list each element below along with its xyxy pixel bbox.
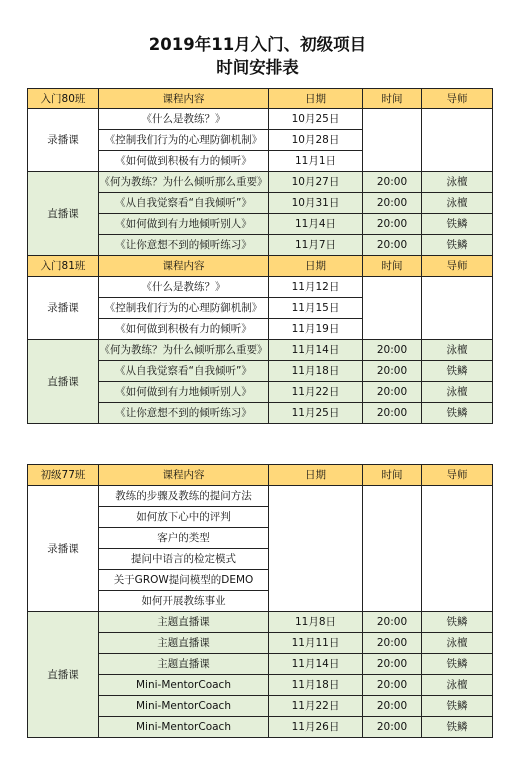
- course-time: 20:00: [363, 696, 422, 717]
- course-content: 如何放下心中的评判: [99, 507, 269, 528]
- header-mentor: 导师: [422, 465, 493, 486]
- course-content: 《从自我觉察看“自我倾听”》: [99, 193, 269, 214]
- group-label-recorded: 录播课: [28, 109, 99, 172]
- course-content: Mini-MentorCoach: [99, 717, 269, 738]
- table-header-row: [28, 89, 493, 109]
- course-time: 20:00: [363, 214, 422, 235]
- course-mentor: 铁鳞: [422, 717, 493, 738]
- course-mentor: 泳檀: [422, 382, 493, 403]
- course-date: 10月25日: [269, 109, 363, 130]
- group-label-recorded: 录播课: [28, 486, 99, 612]
- course-time: 20:00: [363, 612, 422, 633]
- course-date: 11月19日: [269, 319, 363, 340]
- course-mentor: 泳檀: [422, 172, 493, 193]
- course-mentor: 铁鳞: [422, 403, 493, 424]
- page-subtitle: 时间安排表: [216, 58, 299, 77]
- course-time: 20:00: [363, 340, 422, 361]
- header-content: 课程内容: [99, 89, 269, 109]
- header-mentor: 导师: [422, 89, 493, 109]
- course-content: 《何为教练？为什么倾听那么重要》: [99, 340, 269, 361]
- course-content: 教练的步骤及教练的提问方法: [99, 486, 269, 507]
- course-date: 11月1日: [269, 151, 363, 172]
- schedule-table-intro: [27, 88, 493, 424]
- course-mentor: [422, 109, 493, 172]
- course-content: 关于GROW提问模型的DEMO: [99, 570, 269, 591]
- course-date: 11月14日: [269, 340, 363, 361]
- section-label-80: 入门80班: [28, 89, 99, 109]
- course-time: [363, 130, 422, 172]
- course-content: 《如何做到有力地倾听别人》: [99, 382, 269, 403]
- table-row: [28, 612, 493, 633]
- table-row: [28, 486, 493, 507]
- header-date: 日期: [269, 256, 363, 277]
- course-mentor: 泳檀: [422, 193, 493, 214]
- course-mentor: 泳檀: [422, 633, 493, 654]
- course-content: 《让你意想不到的倾听练习》: [99, 403, 269, 424]
- course-time: 20:00: [363, 633, 422, 654]
- course-date: 11月4日: [269, 214, 363, 235]
- course-content: 《从自我觉察看“自我倾听”》: [99, 361, 269, 382]
- course-date: 11月22日: [269, 382, 363, 403]
- course-date: 11月18日: [269, 675, 363, 696]
- course-mentor: 铁鳞: [422, 696, 493, 717]
- course-date: 11月15日: [269, 298, 363, 319]
- course-time: 20:00: [363, 654, 422, 675]
- header-content: 课程内容: [99, 256, 269, 277]
- table-row: [28, 172, 493, 193]
- header-date: 日期: [269, 465, 363, 486]
- header-mentor: 导师: [422, 256, 493, 277]
- course-content: 主题直播课: [99, 654, 269, 675]
- course-time: 20:00: [363, 403, 422, 424]
- table-header-row: [28, 256, 493, 277]
- course-date: 11月7日: [269, 235, 363, 256]
- header-time: 时间: [363, 89, 422, 109]
- course-content: 如何开展教练事业: [99, 591, 269, 612]
- course-content: 提问中语言的检定模式: [99, 549, 269, 570]
- course-date: 11月14日: [269, 654, 363, 675]
- course-time: 20:00: [363, 193, 422, 214]
- course-content: 《如何做到积极有力的倾听》: [99, 319, 269, 340]
- course-mentor: 铁鳞: [422, 235, 493, 256]
- course-content: 《让你意想不到的倾听练习》: [99, 235, 269, 256]
- table-header-row: [28, 465, 493, 486]
- section-label-81: 入门81班: [28, 256, 99, 277]
- course-time: [363, 486, 422, 612]
- header-content: 课程内容: [99, 465, 269, 486]
- group-label-live: 直播课: [28, 172, 99, 256]
- schedule-table-junior: [27, 464, 493, 738]
- course-time: 20:00: [363, 235, 422, 256]
- course-mentor: 铁鳞: [422, 612, 493, 633]
- course-content: 客户的类型: [99, 528, 269, 549]
- course-mentor: 铁鳞: [422, 361, 493, 382]
- course-content: Mini-MentorCoach: [99, 696, 269, 717]
- course-date: 11月25日: [269, 403, 363, 424]
- course-time: 20:00: [363, 172, 422, 193]
- course-mentor: 铁鳞: [422, 654, 493, 675]
- section-label-77: 初级77班: [28, 465, 99, 486]
- course-date: 11月18日: [269, 361, 363, 382]
- course-date: 11月11日: [269, 633, 363, 654]
- course-date: [269, 486, 363, 612]
- course-time: 20:00: [363, 717, 422, 738]
- header-time: 时间: [363, 465, 422, 486]
- course-date: 11月22日: [269, 696, 363, 717]
- header-date: 日期: [269, 89, 363, 109]
- group-label-recorded: 录播课: [28, 277, 99, 340]
- group-label-live: 直播课: [28, 340, 99, 424]
- course-mentor: [422, 277, 493, 340]
- table-row: [28, 109, 493, 130]
- course-time: 20:00: [363, 382, 422, 403]
- group-label-live: 直播课: [28, 612, 99, 738]
- page-title: 2019年11月入门、初级项目: [148, 35, 367, 54]
- course-mentor: 泳檀: [422, 340, 493, 361]
- course-date: 10月28日: [269, 130, 363, 151]
- course-date: 10月31日: [269, 193, 363, 214]
- course-date: 11月26日: [269, 717, 363, 738]
- course-content: 《何为教练？为什么倾听那么重要》: [99, 172, 269, 193]
- course-time: 20:00: [363, 361, 422, 382]
- course-mentor: 铁鳞: [422, 214, 493, 235]
- course-date: 11月8日: [269, 612, 363, 633]
- course-content: 《控制我们行为的心理防御机制》: [99, 130, 269, 151]
- table-row: [28, 277, 493, 298]
- course-time: [363, 298, 422, 340]
- course-content: 《如何做到积极有力的倾听》: [99, 151, 269, 172]
- course-date: 11月12日: [269, 277, 363, 298]
- course-content: 主题直播课: [99, 633, 269, 654]
- course-time: [363, 277, 422, 298]
- table-row: [28, 340, 493, 361]
- course-content: 《什么是教练？》: [99, 109, 269, 130]
- course-mentor: 泳檀: [422, 675, 493, 696]
- course-content: 《如何做到有力地倾听别人》: [99, 214, 269, 235]
- course-content: Mini-MentorCoach: [99, 675, 269, 696]
- course-content: 《什么是教练？》: [99, 277, 269, 298]
- course-content: 《控制我们行为的心理防御机制》: [99, 298, 269, 319]
- course-content: 主题直播课: [99, 612, 269, 633]
- course-date: 10月27日: [269, 172, 363, 193]
- course-time: 20:00: [363, 675, 422, 696]
- course-time: [363, 109, 422, 130]
- course-mentor: [422, 486, 493, 612]
- header-time: 时间: [363, 256, 422, 277]
